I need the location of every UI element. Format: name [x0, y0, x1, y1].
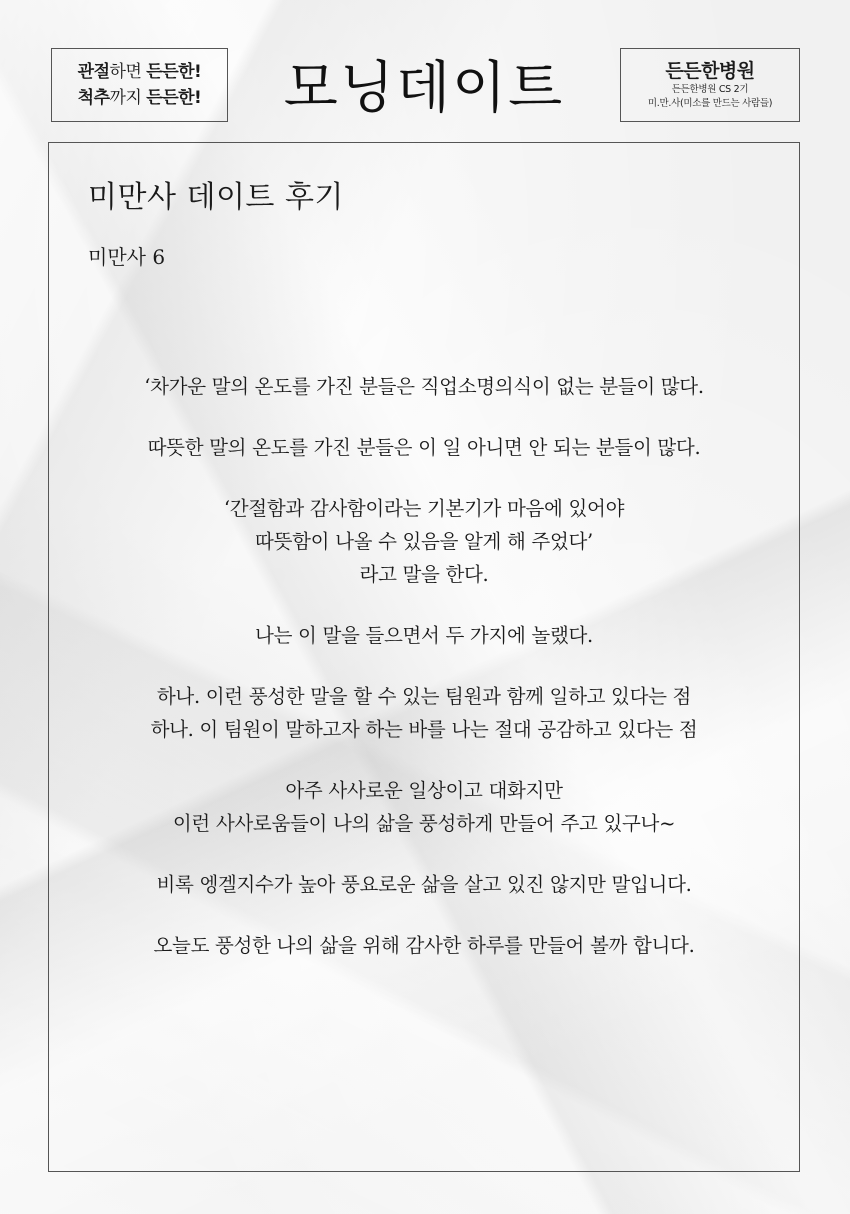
text-line: 아주 사사로운 일상이고 대화지만 [285, 779, 563, 802]
paragraph [48, 370, 800, 403]
tagline-line-2-keyword: 척추 [77, 88, 110, 108]
paragraph [48, 431, 800, 464]
text-line: 하나. 이 팀원이 말하고자 하는 바를 나는 절대 공감하고 있다는 점 [150, 718, 698, 741]
paragraph [48, 774, 800, 840]
text-line: 라고 말을 한다. [359, 563, 489, 586]
tagline-line-1-connector: 하면 [109, 62, 147, 82]
article-body [48, 370, 800, 990]
text-line: 따뜻한 말의 온도를 가진 분들은 이 일 아니면 안 되는 분들이 많다. [147, 436, 701, 459]
text-line: 비록 엥겔지수가 높아 풍요로운 삶을 살고 있진 않지만 말입니다. [156, 873, 692, 896]
text-line: ‘간절함과 감사함이라는 기본기가 마음에 있어야 [223, 497, 625, 520]
tagline-line-2-connector: 까지 [109, 88, 147, 108]
tagline-line-1-emphasis: 든든한! [146, 62, 202, 82]
article-title: 미만사 데이트 후기 [88, 180, 344, 215]
hospital-name: 든든한병원 [665, 60, 755, 82]
tagline-box [51, 48, 228, 122]
paragraph [48, 929, 800, 962]
paragraph [48, 680, 800, 746]
text-line: 이런 사사로움들이 나의 삶을 풍성하게 만들어 주고 있구나~ [172, 812, 676, 835]
paragraph [48, 492, 800, 591]
paragraph [48, 868, 800, 901]
text-line: 하나. 이런 풍성한 말을 할 수 있는 팀원과 함께 일하고 있다는 점 [156, 685, 692, 708]
hospital-box [620, 48, 800, 122]
paragraph [48, 619, 800, 652]
tagline-line-2-emphasis: 든든한! [146, 88, 202, 108]
masthead-title: 모닝데이트 [283, 56, 565, 121]
article-author: 미만사 6 [88, 245, 166, 269]
text-line: 나는 이 말을 들으면서 두 가지에 놀랬다. [255, 624, 593, 647]
text-line: 오늘도 풍성한 나의 삶을 위해 감사한 하루를 만들어 볼까 합니다. [153, 934, 695, 957]
hospital-cohort: 든든한병원 CS 2기 [671, 84, 749, 95]
text-line: ‘차가운 말의 온도를 가진 분들은 직업소명의식이 없는 분들이 많다. [144, 375, 704, 398]
tagline-line-2 [78, 85, 202, 111]
tagline-line-1 [78, 59, 202, 85]
tagline-line-1-keyword: 관절 [77, 62, 110, 82]
text-line: 따뜻함이 나올 수 있음을 알게 해 주었다’ [255, 530, 593, 553]
hospital-team: 미.만.사(미소를 만드는 사람들) [647, 98, 773, 109]
